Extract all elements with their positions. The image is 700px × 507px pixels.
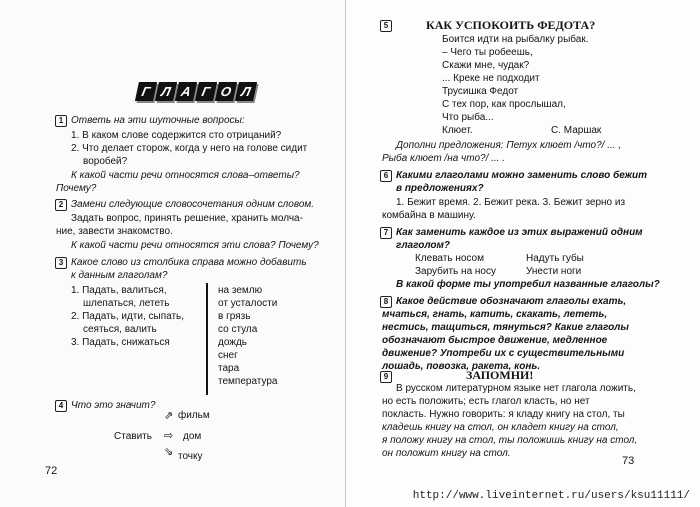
poem-line: Скажи мне, чудак?: [442, 60, 530, 71]
ex8-line: обозначают быстрое движение, медленное: [382, 335, 608, 346]
ex9-line: я положу книгу на стол, ты положишь книгу на стол,: [382, 435, 638, 446]
poem-author: С. Маршак: [551, 125, 602, 136]
ex3-right-item: на землю: [218, 285, 263, 296]
ex2-text: Задать вопрос, принять решение, хранить молча-: [71, 213, 303, 224]
ex9-line: В русском литературном языке нет глагола ложить,: [396, 383, 636, 394]
ex3-right-item: в грязь: [218, 311, 251, 322]
ex4-prompt: Что это значит?: [71, 400, 156, 411]
title-letter: Л: [155, 82, 177, 101]
arrow-up-right-icon: ⇗: [164, 410, 174, 422]
ex1-prompt: Ответь на эти шуточные вопросы:: [71, 115, 245, 126]
poem-line: – Чего ты робеешь,: [442, 47, 533, 58]
exercise-number: 7: [380, 227, 392, 239]
ex7-task: В какой форме ты употребил названные глаголы?: [396, 279, 660, 290]
title-letter: А: [175, 82, 197, 101]
ex3-right-item: температура: [218, 376, 278, 387]
page-number: 73: [622, 455, 635, 467]
ex7-expression: Унести ноги: [526, 266, 582, 277]
ex9-line: он положит книгу на стол.: [382, 448, 511, 459]
ex7-expression: Зарубить на носу: [415, 266, 496, 277]
ex4-target: дом: [183, 431, 202, 442]
ex6-text: 1. Бежит время. 2. Бежит река. 3. Бежит зерно из: [396, 197, 626, 208]
title-letter: О: [215, 82, 237, 101]
poem-line: С тех пор, как прослышал,: [442, 99, 566, 110]
ex2-text-cont: ние, завести знакомство.: [56, 226, 173, 237]
ex5-task-cont: Рыба клюет /на что?/ ... .: [382, 153, 506, 164]
ex3-right-item: тара: [218, 363, 240, 374]
poem-line: Боится идти на рыбалку рыбак.: [442, 34, 589, 45]
ex3-left-item: сеяться, валить: [83, 324, 157, 335]
poem-line: ... Креке не подходит: [442, 73, 540, 84]
ex8-line: мчаться, гнать, катить, скакать, лететь,: [382, 309, 608, 320]
ex1-task: К какой части речи относятся слова–ответы?: [71, 170, 300, 181]
title-letter: Л: [235, 82, 257, 101]
exercise-number: 5: [380, 20, 392, 32]
ex7-prompt: Как заменить каждое из этих выражений одним: [396, 227, 643, 238]
exercise-number: 2: [55, 199, 67, 211]
right-page: [346, 0, 700, 507]
arrow-down-right-icon: ⇘: [164, 446, 174, 458]
ex1-question-1: 1. В каком слове содержится сто отрицаний?: [71, 130, 282, 141]
poem-line: Трусишка Федот: [442, 86, 519, 97]
ex9-title: ЗАПОМНИ!: [466, 368, 534, 382]
page-title: [137, 82, 257, 101]
poem-line: Клюет.: [442, 125, 473, 136]
ex4-target: фильм: [178, 410, 210, 421]
ex8-line: лошадь, повозка, ракета, конь.: [382, 361, 541, 372]
ex9-line: но есть положить; есть глагол класть, но нет: [382, 396, 590, 407]
column-divider: [206, 283, 208, 395]
ex9-line: кладешь книгу на стол, он кладет книгу на стол,: [382, 422, 619, 433]
ex7-prompt-cont: глаголом?: [396, 240, 451, 251]
ex3-right-item: снег: [218, 350, 238, 361]
exercise-number: 8: [380, 296, 392, 308]
ex1-task-cont: Почему?: [56, 183, 97, 194]
ex3-prompt-cont: к данным глаголам?: [71, 270, 168, 281]
left-page: [0, 0, 346, 507]
ex7-expression: Надуть губы: [526, 253, 584, 264]
poem-line: Что рыба...: [442, 112, 494, 123]
ex3-left-item: 2. Падать, идти, сыпать,: [71, 311, 185, 322]
arrow-right-icon: ⇨: [164, 430, 174, 442]
ex8-line: движение? Употреби их с существительными: [382, 348, 625, 359]
ex5-title: КАК УСПОКОИТЬ ФЕДОТА?: [426, 18, 596, 32]
title-letter: Г: [135, 82, 157, 101]
watermark-url: http://www.liveinternet.ru/users/ksu11111/: [412, 490, 690, 502]
ex6-prompt-cont: в предложениях?: [396, 183, 484, 194]
ex2-task: К какой части речи относятся эти слова? Почему?: [71, 240, 319, 251]
ex3-left-item: 3. Падать, снижаться: [71, 337, 170, 348]
exercise-number: 4: [55, 400, 67, 412]
ex6-prompt: Какими глаголами можно заменить слово бежит: [396, 170, 648, 181]
title-letter: Г: [195, 82, 217, 101]
ex1-question-2: 2. Что делает сторож, когда у него на голове сидит: [71, 143, 308, 154]
exercise-number: 1: [55, 115, 67, 127]
ex3-right-item: дождь: [218, 337, 248, 348]
ex6-text-cont: комбайна в машину.: [382, 210, 476, 221]
page-number: 72: [45, 465, 58, 477]
ex3-left-item: шлепаться, лететь: [83, 298, 170, 309]
ex3-prompt: Какое слово из столбика справа можно добавить: [71, 257, 307, 268]
ex1-question-2-cont: воробей?: [83, 156, 128, 167]
ex9-line: покласть. Нужно говорить: я кладу книгу на стол, ты: [382, 409, 625, 420]
ex4-verb: Ставить: [114, 431, 152, 442]
ex3-right-item: от усталости: [218, 298, 278, 309]
exercise-number: 9: [380, 371, 392, 383]
ex7-expression: Клевать носом: [415, 253, 484, 264]
exercise-number: 3: [55, 257, 67, 269]
ex4-target: точку: [178, 451, 203, 462]
ex2-prompt: Замени следующие словосочетания одним словом.: [71, 199, 315, 210]
ex3-right-item: со стула: [218, 324, 258, 335]
ex8-line: нестись, тащиться, тянуться? Какие глаголы: [382, 322, 629, 333]
exercise-number: 6: [380, 170, 392, 182]
ex8-line: Какое действие обозначают глаголы ехать,: [396, 296, 627, 307]
ex5-task: Дополни предложения: Петух клюет /что?/ ... ,: [396, 140, 622, 151]
ex3-left-item: 1. Падать, валиться,: [71, 285, 167, 296]
